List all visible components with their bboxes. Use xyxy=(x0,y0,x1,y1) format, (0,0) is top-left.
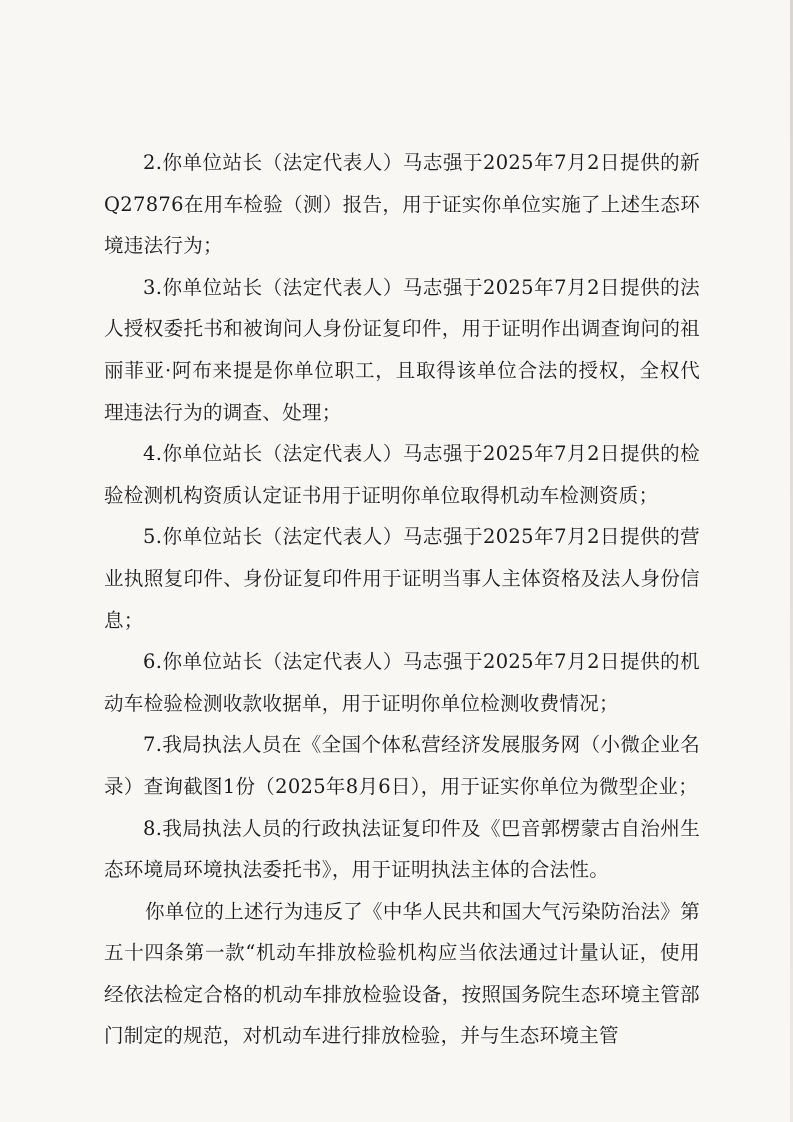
evidence-item-5: 5.你单位站长（法定代表人）马志强于2025年7月2日提供的营业执照复印件、身份证复印件用于证明当事人主体资格及法人身份信息； xyxy=(104,525,700,632)
evidence-item-7: 7.我局执法人员在《全国个体私营经济发展服务网（小微企业名录）查询截图1份（2025年8月6日），用于证实你单位为微型企业； xyxy=(104,733,700,798)
evidence-item-3: 3.你单位站长（法定代表人）马志强于2025年7月2日提供的法人授权委托书和被询问人身份证复印件，用于证明作出调查询问的祖丽菲亚·阿布来提是你单位职工，且取得该单位合法的授权，全权代理违法行为的调查、处理； xyxy=(104,275,700,424)
evidence-item-6: 6.你单位站长（法定代表人）马志强于2025年7月2日提供的机动车检验检测收款收据单，用于证明你单位检测收费情况； xyxy=(104,650,700,715)
evidence-item-8: 8.我局执法人员的行政执法证复印件及《巴音郭楞蒙古自治州生态环境局环境执法委托书》，用于证明执法主体的合法性。 xyxy=(104,816,700,882)
violation-paragraph: 你单位的上述行为违反了《中华人民共和国大气污染防治法》第五十四条第一款“机动车排放检验机构应当依法通过计量认证，使用经依法检定合格的机动车排放检验设备，按照国务院生态环境主管部门制定的规范，对机动车进行排放检验，并与生态环境主管 xyxy=(104,899,700,1048)
evidence-item-2: 2.你单位站长（法定代表人）马志强于2025年7月2日提供的新Q27876在用车检验（测）报告，用于证实你单位实施了上述生态环境违法行为； xyxy=(104,151,700,258)
evidence-item-4: 4.你单位站长（法定代表人）马志强于2025年7月2日提供的检验检测机构资质认定证书用于证明你单位取得机动车检测资质； xyxy=(104,442,700,507)
document-body xyxy=(104,142,700,1057)
